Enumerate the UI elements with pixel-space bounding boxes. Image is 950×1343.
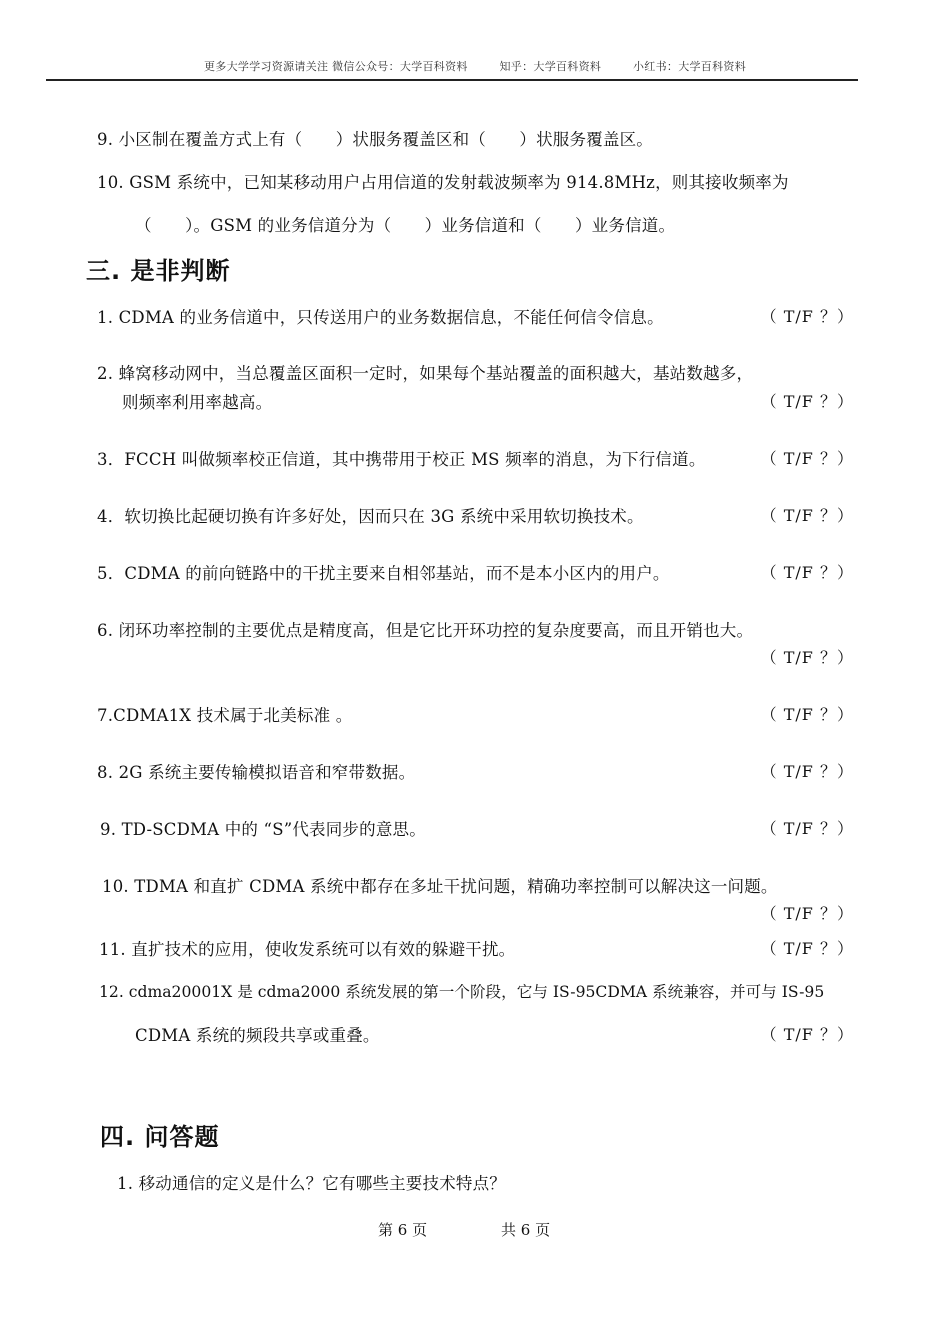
fill-blank-q10-line2: （ ）。GSM 的业务信道分为（ ）业务信道和（ ）业务信道。 <box>135 216 676 235</box>
page-number: 第 6 页 <box>378 1221 428 1239</box>
tf-mark-5: （ T/F ？） <box>760 563 854 582</box>
tf-item-9: 9. TD-SCDMA 中的 “S”代表同步的意思。 <box>100 820 426 839</box>
tf-item-7: 7.CDMA1X 技术属于北美标准 。 <box>97 706 353 725</box>
tf-item-10: 10. TDMA 和直扩 CDMA 系统中都存在多址干扰问题，精确功率控制可以解决这一问题。 <box>102 877 778 896</box>
tf-item-4: 4．软切换比起硬切换有许多好处，因而只在 3G 系统中采用软切换技术。 <box>97 507 644 526</box>
section-3-title: 三. 是非判断 <box>86 257 231 285</box>
tf-item-2-cont: 则频率利用率越高。 <box>122 393 273 412</box>
page-total: 共 6 页 <box>501 1221 551 1239</box>
header-text-1: 更多大学学习资源请关注 微信公众号：大学百科资料 <box>204 60 468 73</box>
tf-mark-2: （ T/F ？） <box>760 392 854 411</box>
tf-mark-4: （ T/F ？） <box>760 506 854 525</box>
tf-mark-6: （ T/F ？） <box>760 648 854 667</box>
header-text-2: 知乎：大学百科资料 <box>499 60 602 73</box>
tf-item-2: 2. 蜂窝移动网中，当总覆盖区面积一定时，如果每个基站覆盖的面积越大，基站数越多， <box>97 364 754 383</box>
tf-mark-7: （ T/F ？） <box>760 705 854 724</box>
tf-mark-12: （ T/F ？） <box>760 1025 854 1044</box>
tf-item-12-cont: CDMA 系统的频段共享或重叠。 <box>135 1026 380 1045</box>
tf-item-6: 6. 闭环功率控制的主要优点是精度高，但是它比开环功控的复杂度要高，而且开销也大。 <box>97 621 754 640</box>
fill-blank-q10-line1: 10. GSM 系统中，已知某移动用户占用信道的发射载波频率为 914.8MHz，则其接收频率为 <box>97 173 789 192</box>
header-text-3: 小红书：大学百科资料 <box>633 60 746 73</box>
tf-mark-3: （ T/F ？） <box>760 449 854 468</box>
tf-mark-1: （ T/F ？） <box>760 307 854 326</box>
tf-item-12: 12. cdma20001X 是 cdma2000 系统发展的第一个阶段，它与 IS-95CDMA 系统兼容，并可与 IS-95 <box>99 983 825 1001</box>
tf-item-5: 5．CDMA 的前向链路中的干扰主要来自相邻基站，而不是本小区内的用户。 <box>97 564 670 583</box>
page-header <box>0 58 950 74</box>
qa-item-1: 1. 移动通信的定义是什么？它有哪些主要技术特点？ <box>117 1174 506 1193</box>
tf-item-3: 3．FCCH 叫做频率校正信道，其中携带用于校正 MS 频率的消息，为下行信道。 <box>97 450 706 469</box>
tf-mark-8: （ T/F ？） <box>760 762 854 781</box>
fill-blank-q9: 9. 小区制在覆盖方式上有（ ）状服务覆盖区和（ ）状服务覆盖区。 <box>97 130 653 149</box>
header-divider <box>46 79 858 81</box>
tf-item-1: 1. CDMA 的业务信道中，只传送用户的业务数据信息，不能任何信令信息。 <box>97 308 664 327</box>
tf-item-8: 8. 2G 系统主要传输模拟语音和窄带数据。 <box>97 763 416 782</box>
tf-mark-11: （ T/F ？） <box>760 939 854 958</box>
tf-mark-9: （ T/F ？） <box>760 819 854 838</box>
section-4-title: 四. 问答题 <box>100 1123 220 1151</box>
tf-mark-10: （ T/F ？） <box>760 904 854 923</box>
tf-item-11: 11. 直扩技术的应用，使收发系统可以有效的躲避干扰。 <box>99 940 516 959</box>
